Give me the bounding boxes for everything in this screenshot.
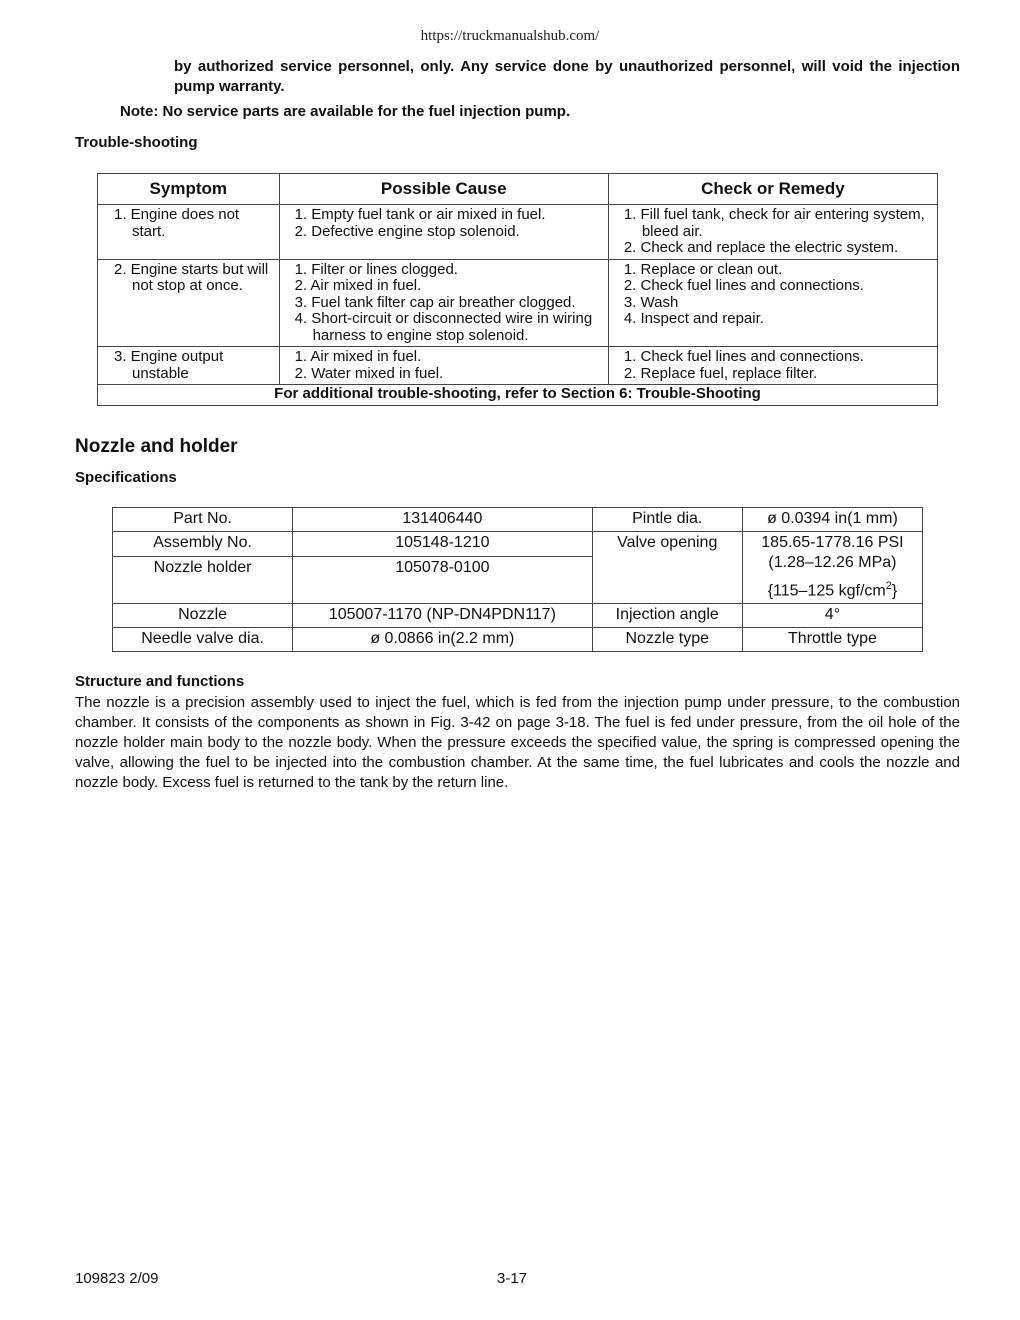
troubleshooting-reference: For additional trouble-shooting, refer to Section 6: Trouble-Shooting xyxy=(98,385,938,406)
list-item: 1. Filter or lines clogged. xyxy=(294,260,458,278)
valve-kgf-close: } xyxy=(891,582,898,600)
table-row xyxy=(98,347,938,385)
spec-label: Nozzle holder xyxy=(113,557,293,604)
header-symptom: Symptom xyxy=(98,174,280,205)
spec-value: 105148-1210 xyxy=(293,532,592,557)
symptom-cell xyxy=(98,205,280,260)
structure-paragraph: The nozzle is a precision assembly used to inject the fuel, which is fed from the injection pump under pressure, to the combustion chamber. It consists of the components as shown in Fig. 3-42 on page 3-18. The fuel is fed under pressure, from the oil hole of the nozzle holder main body to the nozzle body. When the pressure exceeds the specified value, the spring is compressed opening the valve, allowing the fuel to be injected into the combustion chamber. At the same time, the fuel lubricates and cools the nozzle and nozzle body. Excess fuel is returned to the tank by the return line. xyxy=(75,694,960,791)
list-item: 1. Engine does not start. xyxy=(114,206,240,240)
symptom-cell xyxy=(98,259,280,347)
list-item: 2. Defective engine stop solenoid. xyxy=(294,222,520,240)
spec-value: 105078-0100 xyxy=(293,557,592,604)
spec-value: 4° xyxy=(742,604,922,628)
spec-value: 131406440 xyxy=(293,508,592,532)
list-item: 2. Air mixed in fuel. xyxy=(294,277,422,294)
table-row xyxy=(113,604,923,628)
list-item: 2. Check fuel lines and connections. xyxy=(623,277,864,294)
troubleshooting-heading: Trouble-shooting xyxy=(75,134,198,151)
spec-label: Assembly No. xyxy=(113,532,293,557)
header-url: https://truckmanualshub.com/ xyxy=(420,28,600,44)
table-row xyxy=(98,205,938,260)
spec-value xyxy=(742,532,922,604)
document-code: 109823 2/09 xyxy=(75,1270,159,1287)
spec-value: ø 0.0394 in(1 mm) xyxy=(742,508,922,532)
list-item: 2. Engine starts but will not stop at once. xyxy=(114,260,269,294)
spec-label: Part No. xyxy=(113,508,293,532)
spec-label: Pintle dia. xyxy=(592,508,742,532)
remedy-cell xyxy=(608,259,937,347)
table-header-row xyxy=(98,174,938,205)
spec-label: Needle valve dia. xyxy=(113,628,293,652)
valve-psi: 185.65-1778.16 PSI xyxy=(761,534,904,551)
list-item: 3. Wash xyxy=(623,293,679,311)
specifications-heading: Specifications xyxy=(75,469,177,486)
spec-value: 105007-1170 (NP-DN4PDN117) xyxy=(293,604,592,628)
list-item: 1. Empty fuel tank or air mixed in fuel. xyxy=(294,206,546,223)
list-item: 1. Air mixed in fuel. xyxy=(294,348,422,365)
valve-kgf-exponent: 2 xyxy=(885,580,892,592)
spec-label: Injection angle xyxy=(592,604,742,628)
page-number: 3-17 xyxy=(497,1270,528,1287)
cause-cell xyxy=(279,259,608,347)
table-row xyxy=(98,259,938,347)
list-item: 1. Replace or clean out. xyxy=(623,260,783,278)
structure-heading: Structure and functions xyxy=(75,673,245,690)
list-item: 3. Engine output unstable xyxy=(114,348,224,382)
warranty-warning: by authorized service personnel, only. Any service done by unauthorized personnel, will void the injection pump warranty. xyxy=(174,58,960,95)
header-check-or-remedy: Check or Remedy xyxy=(608,174,937,205)
list-item: 4. Short-circuit or disconnected wire in wiring harness to engine stop solenoid. xyxy=(294,310,593,344)
list-item: 4. Inspect and repair. xyxy=(623,310,764,327)
spec-label: Valve opening xyxy=(592,532,742,604)
spec-value: ø 0.0866 in(2.2 mm) xyxy=(293,628,592,652)
symptom-cell xyxy=(98,347,280,385)
table-footer-row xyxy=(98,385,938,406)
table-row xyxy=(113,532,923,557)
service-parts-note: Note: No service parts are available for the fuel injection pump. xyxy=(120,103,571,120)
cause-cell xyxy=(279,205,608,260)
list-item: 1. Fill fuel tank, check for air entering system, bleed air. xyxy=(623,206,925,240)
remedy-cell xyxy=(608,347,937,385)
valve-kgf: {115–125 kgf/cm xyxy=(767,582,886,600)
table-row xyxy=(113,628,923,652)
list-item: 3. Fuel tank filter cap air breather clogged. xyxy=(294,293,576,311)
troubleshooting-table xyxy=(97,173,938,406)
valve-mpa: (1.28–12.26 MPa) xyxy=(768,554,897,571)
remedy-cell xyxy=(608,205,937,260)
nozzle-holder-heading: Nozzle and holder xyxy=(75,436,238,457)
spec-label: Nozzle type xyxy=(592,628,742,652)
list-item: 2. Check and replace the electric system. xyxy=(623,239,899,256)
header-possible-cause: Possible Cause xyxy=(279,174,608,205)
specifications-table xyxy=(112,507,923,652)
list-item: 2. Replace fuel, replace filter. xyxy=(623,364,818,382)
spec-value: Throttle type xyxy=(742,628,922,652)
list-item: 1. Check fuel lines and connections. xyxy=(623,348,864,365)
table-row xyxy=(113,508,923,532)
cause-cell xyxy=(279,347,608,385)
spec-label: Nozzle xyxy=(113,604,293,628)
list-item: 2. Water mixed in fuel. xyxy=(294,364,444,382)
